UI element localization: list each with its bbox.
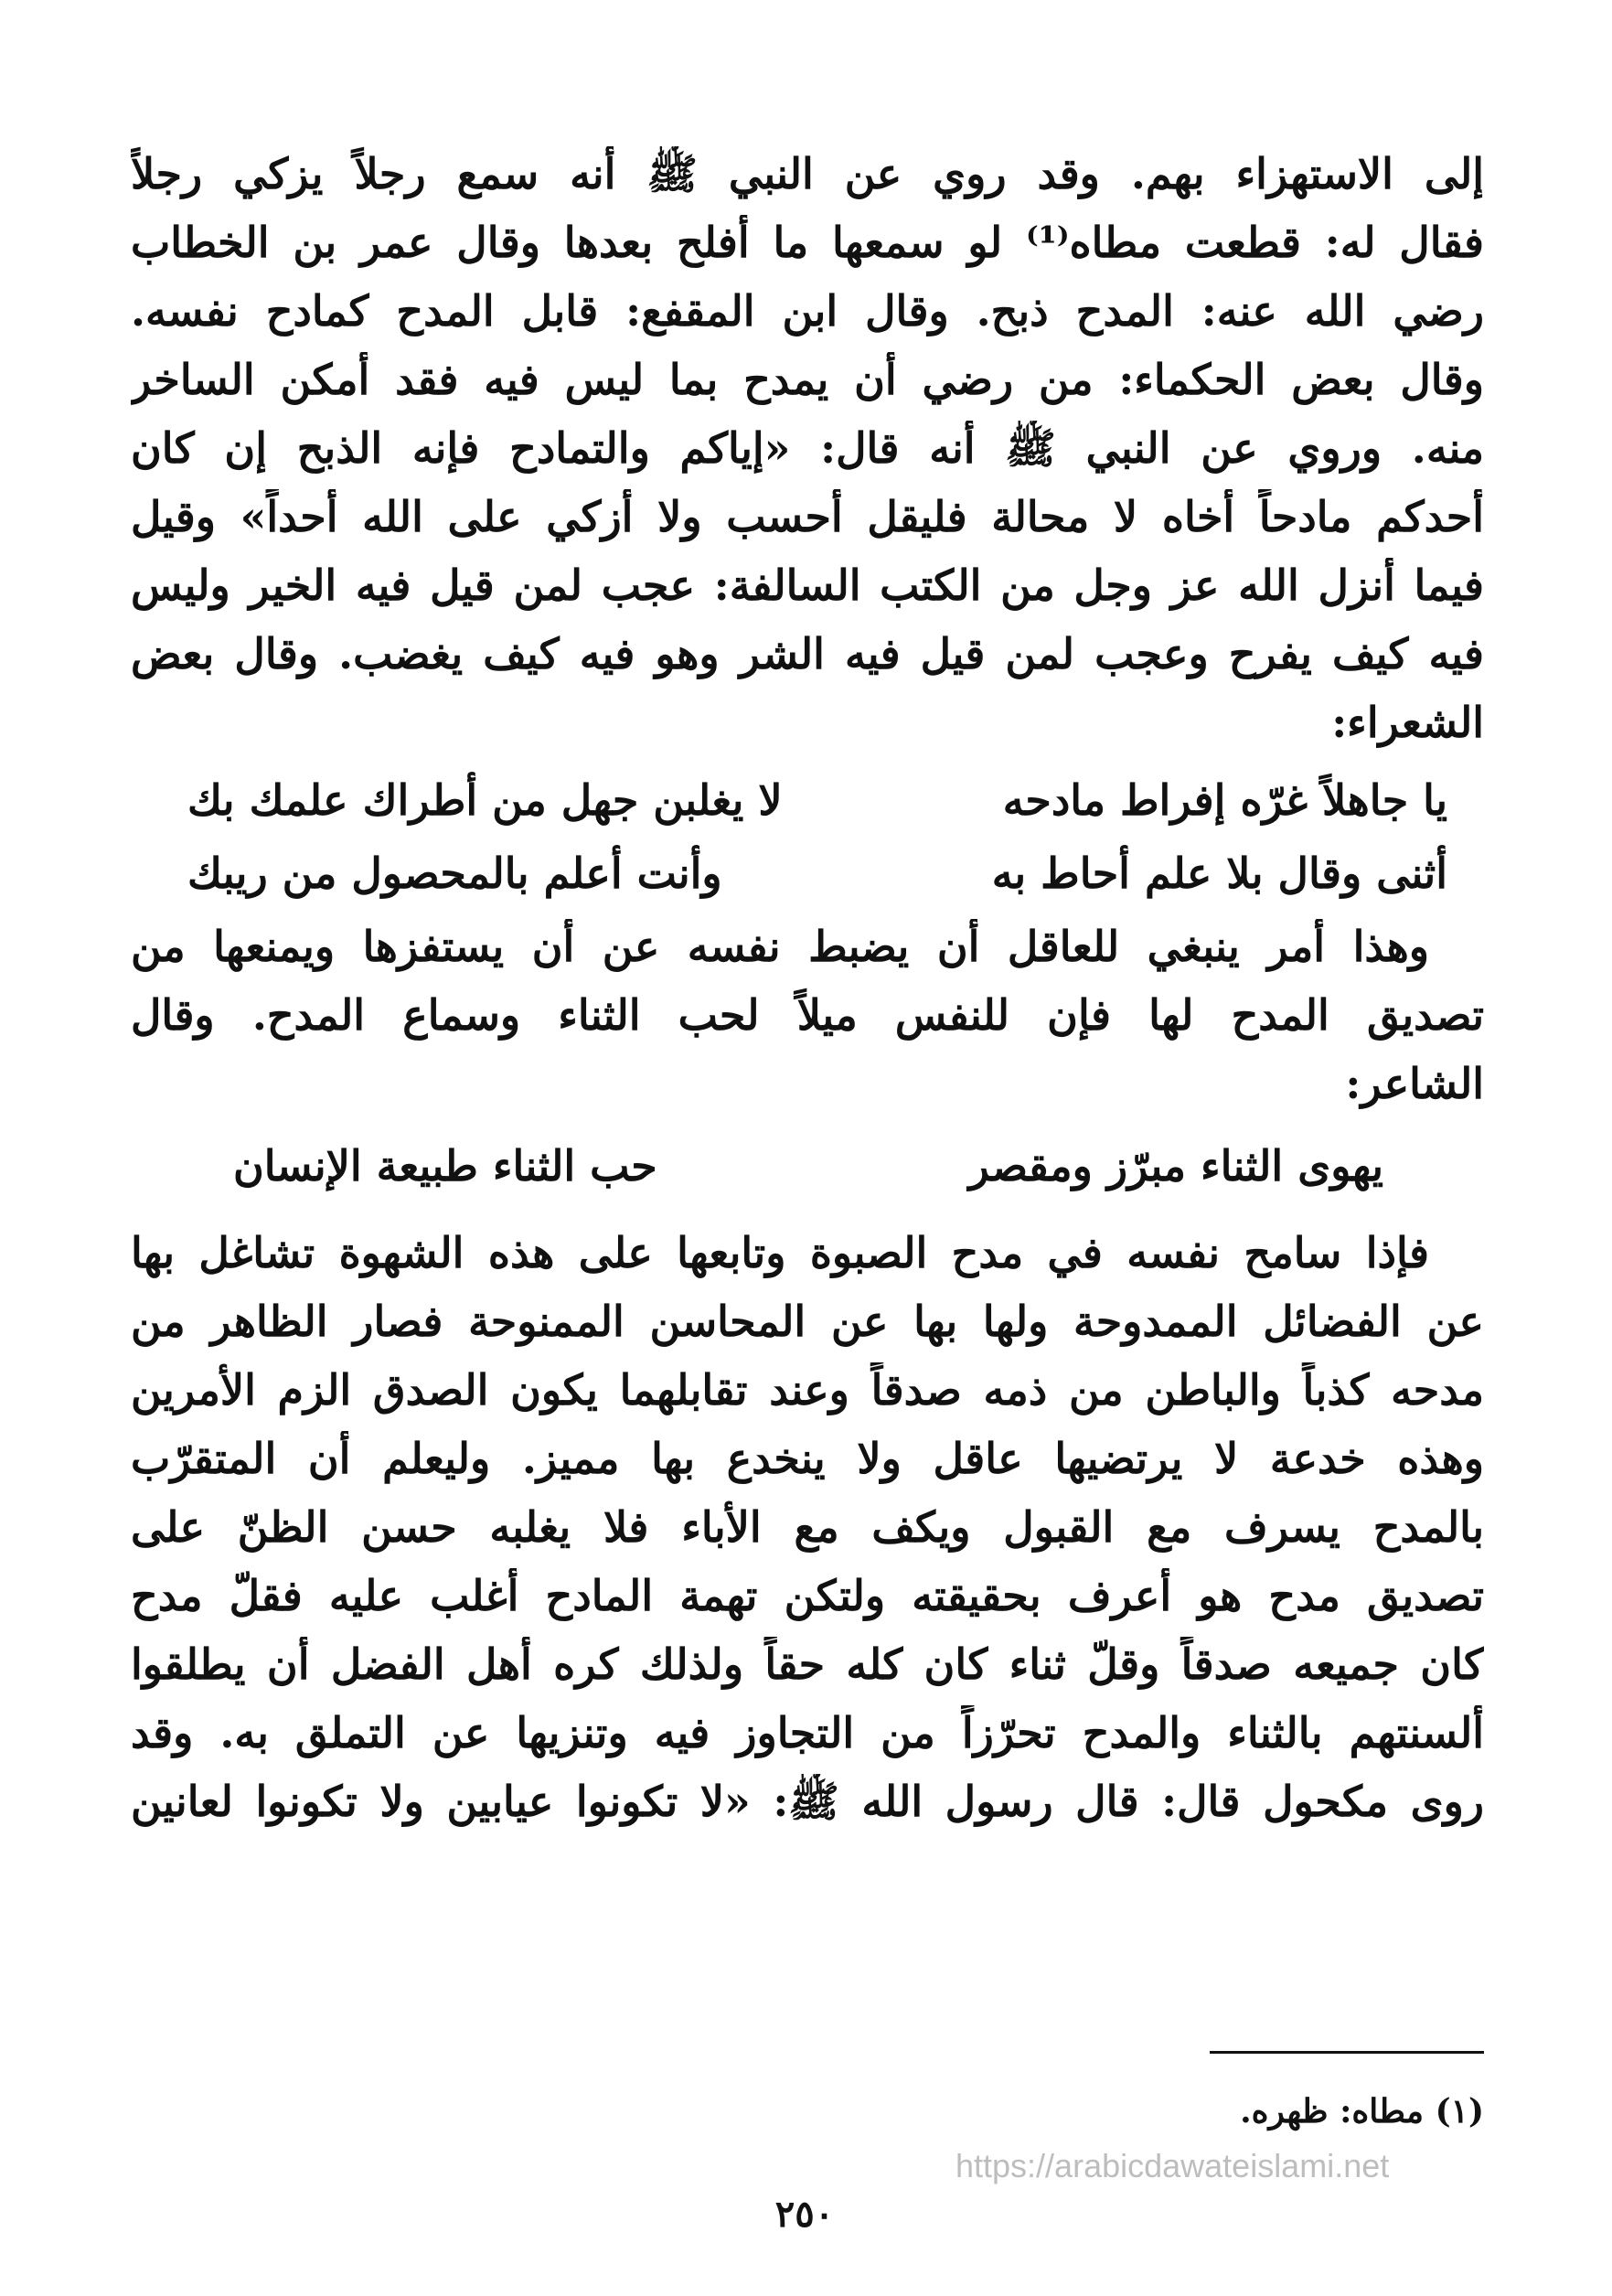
text-line: بالمدح يسرف مع القبول ويكف مع الأباء فلا يغلبه حسن الظنّ على	[131, 1502, 1484, 1552]
text-line: إلى الاستهزاء بهم. وقد روي عن النبي ﷺ أنه سمع رجلاً يزكي رجلاً	[131, 149, 1484, 198]
poem-hemistich-left: وأنت أعلم بالمحصول من ريبك	[187, 849, 722, 898]
text-line: منه. وروي عن النبي ﷺ أنه قال: «إياكم والتمادح فإنه الذبح إن كان	[131, 423, 1484, 473]
text-line: كان جميعه صدقاً وقلّ ثناء كان كله حقاً ولذلك كره أهل الفضل أن يطلقوا	[131, 1639, 1484, 1689]
text-line: أحدكم مادحاً أخاه لا محالة فليقل أحسب ولا أزكي على الله أحداً» وقيل	[131, 492, 1484, 541]
text-line: وهذا أمر ينبغي للعاقل أن يضبط نفسه عن أن يستفزها ويمنعها من	[131, 922, 1429, 971]
text-line: تصديق المدح لها فإن للنفس ميلاً لحب الثناء وسماع المدح. وقال	[131, 990, 1484, 1040]
page-number: ٢٥٠	[774, 2193, 835, 2236]
text-line: وقال بعض الحكماء: من رضي أن يمدح بما ليس فيه فقد أمكن الساخر	[131, 355, 1484, 404]
text-line: روى مكحول قال: قال رسول الله ﷺ: «لا تكونوا عيابين ولا تكونوا لعانين	[131, 1777, 1484, 1826]
watermark-url: https://arabicdawateislami.net	[955, 2147, 1390, 2184]
poem-hemistich-right: أثنى وقال بلا علم أحاط به	[991, 849, 1447, 898]
text-line: عن الفضائل الممدوحة ولها بها عن المحاسن الممنوحة فصار الظاهر من	[131, 1297, 1484, 1346]
poem-hemistich-right: يا جاهلاً غرّه إفراط مادحه	[1002, 775, 1447, 825]
poem-hemistich-left: حب الثناء طبيعة الإنسان	[233, 1141, 657, 1191]
text-line: وهذه خدعة لا يرتضيها عاقل ولا ينخدع بها مميز. وليعلم أن المتقرّب	[131, 1434, 1484, 1483]
text-line: فقال له: قطعت مطاه⁽¹⁾ لو سمعها ما أفلح بعدها وقال عمر بن الخطاب	[131, 218, 1484, 267]
text-line: فإذا سامح نفسه في مدح الصبوة وتابعها على هذه الشهوة تشاغل بها	[131, 1228, 1429, 1277]
text-line: تصديق مدح هو أعرف بحقيقته ولتكن تهمة المادح أغلب عليه فقلّ مدح	[131, 1571, 1484, 1620]
text-line: رضي الله عنه: المدح ذبح. وقال ابن المقفع: قابل المدح كمادح نفسه.	[131, 286, 1484, 336]
text-line: فيه كيف يفرح وعجب لمن قيل فيه الشر وهو فيه كيف يغضب. وقال بعض	[131, 629, 1484, 678]
footnote: (١) مطاه: ظهره.	[1240, 2092, 1484, 2130]
text-line: ألسنتهم بالثناء والمدح تحرّزاً من التجاوز فيه وتنزيها عن التملق به. وقد	[131, 1708, 1484, 1757]
poem-hemistich-right: يهوى الثناء مبرّز ومقصر	[968, 1141, 1383, 1191]
text-line: مدحه كذباً والباطن من ذمه صدقاً وعند تقابلهما يكون الصدق الزم الأمرين	[131, 1365, 1484, 1415]
text-line: الشاعر:	[1345, 1059, 1484, 1108]
poem-hemistich-left: لا يغلبن جهل من أطراك علمك بك	[187, 775, 783, 825]
text-line: الشعراء:	[1331, 698, 1484, 747]
footnote-divider	[1210, 2051, 1484, 2054]
text-line: فيما أنزل الله عز وجل من الكتب السالفة: عجب لمن قيل فيه الخير وليس	[131, 561, 1484, 610]
